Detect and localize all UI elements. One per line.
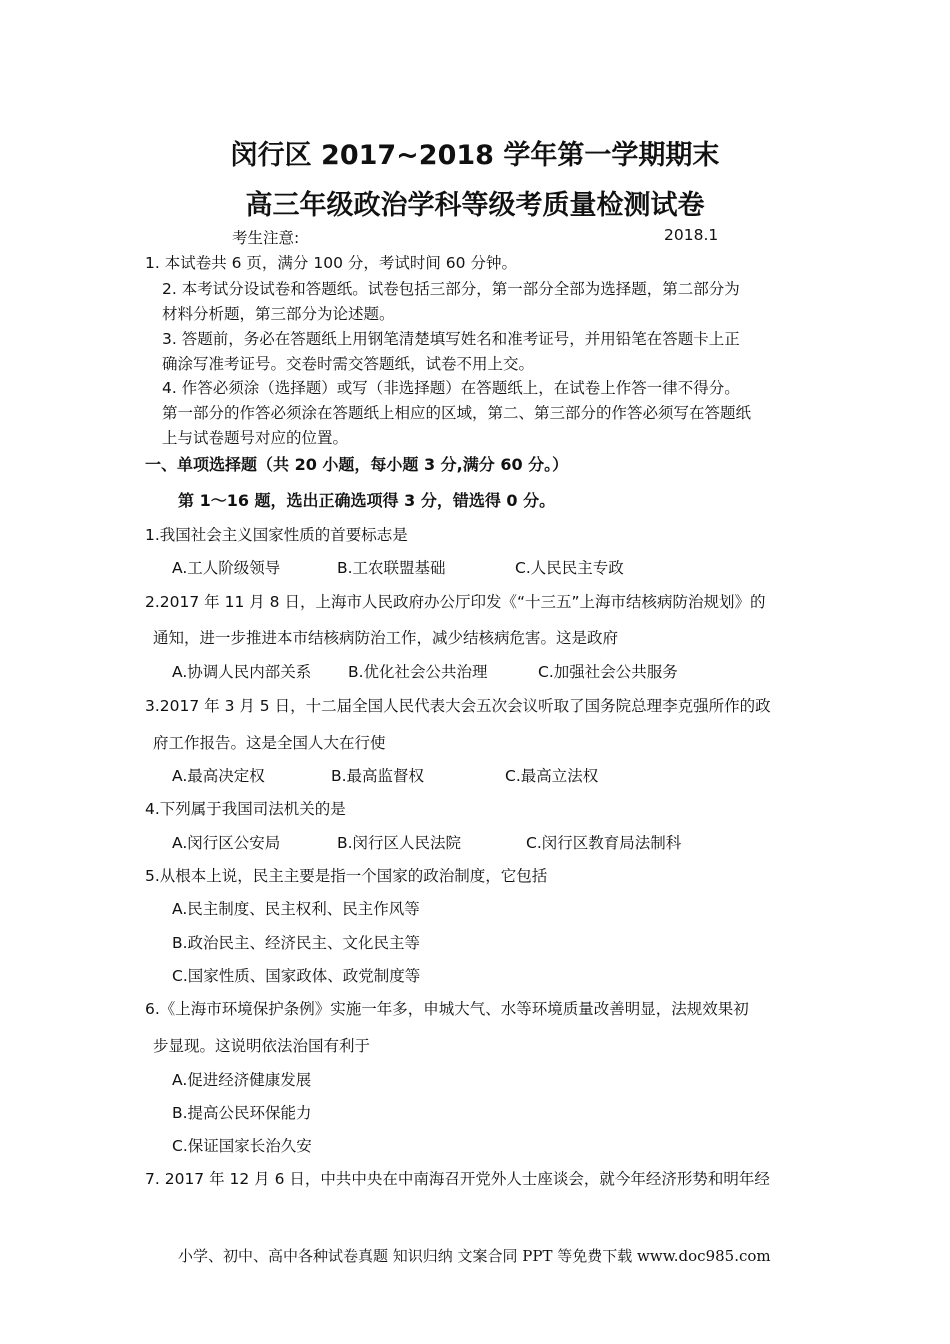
option-a: A.闵行区公安局	[172, 834, 281, 852]
option-a: A.促进经济健康发展	[172, 1071, 312, 1089]
option-a: A.工人阶级领导	[172, 559, 281, 577]
option-b: B.政治民主、经济民主、文化民主等	[172, 934, 421, 952]
option-b: B.优化社会公共治理	[348, 663, 488, 681]
instruction-line: 1. 本试卷共 6 页，满分 100 分，考试时间 60 分钟。	[145, 254, 517, 272]
option-b: B.最高监督权	[331, 767, 425, 785]
page-footer: 小学、初中、高中各种试卷真题 知识归纳 文案合同 PPT 等免费下载 www.doc985.com	[178, 1247, 771, 1265]
option-a: A.民主制度、民主权利、民主作风等	[172, 900, 420, 918]
question-stem: 1.我国社会主义国家性质的首要标志是	[145, 526, 408, 544]
section-subheading: 第 1～16 题，选出正确选项得 3 分，错选得 0 分。	[178, 491, 556, 510]
instruction-line: 3. 答题前，务必在答题纸上用钢笔清楚填写姓名和准考证号，并用铅笔在答题卡上正	[162, 330, 740, 348]
option-b: B.工农联盟基础	[337, 559, 446, 577]
option-c: C.国家性质、国家政体、政党制度等	[172, 967, 421, 985]
instruction-line: 第一部分的作答必须涂在答题纸上相应的区域，第二、第三部分的作答必须写在答题纸	[162, 404, 752, 422]
exam-date: 2018.1	[664, 226, 719, 244]
option-a: A.最高决定权	[172, 767, 265, 785]
instruction-line: 上与试卷题号对应的位置。	[162, 429, 349, 447]
option-b: B.提高公民环保能力	[172, 1104, 312, 1122]
title-line-2: 高三年级政治学科等级考质量检测试卷	[245, 190, 705, 221]
notice-label: 考生注意:	[232, 229, 300, 247]
instruction-line: 2. 本考试分设试卷和答题纸。试卷包括三部分，第一部分全部为选择题，第二部分为	[162, 280, 740, 298]
option-a: A.协调人民内部关系	[172, 663, 312, 681]
question-stem: 4.下列属于我国司法机关的是	[145, 800, 346, 818]
question-stem: 通知，进一步推进本市结核病防治工作，减少结核病危害。这是政府	[153, 629, 619, 647]
instruction-line: 材料分析题，第三部分为论述题。	[162, 305, 395, 323]
option-c: C.保证国家长治久安	[172, 1137, 312, 1155]
instruction-line: 4. 作答必须涂（选择题）或写（非选择题）在答题纸上，在试卷上作答一律不得分。	[162, 379, 740, 397]
question-stem: 7. 2017 年 12 月 6 日，中共中央在中南海召开党外人士座谈会，就今年经济形势和明年经	[145, 1170, 770, 1188]
question-stem: 5.从根本上说，民主主要是指一个国家的政治制度，它包括	[145, 867, 548, 885]
question-stem: 6.《上海市环境保护条例》实施一年多，申城大气、水等环境质量改善明显，法规效果初	[145, 1000, 749, 1018]
option-c: C.闵行区教育局法制科	[526, 834, 682, 852]
title-line-1: 闵行区 2017~2018 学年第一学期期末	[230, 140, 720, 171]
question-stem: 府工作报告。这是全国人大在行使	[153, 734, 386, 752]
question-stem: 2.2017 年 11 月 8 日，上海市人民政府办公厅印发《“十三五”上海市结核病防治规划》的	[145, 593, 766, 611]
option-c: C.最高立法权	[505, 767, 599, 785]
question-stem: 3.2017 年 3 月 5 日，十二届全国人民代表大会五次会议听取了国务院总理李克强所作的政	[145, 697, 771, 715]
section-heading: 一、单项选择题（共 20 小题，每小题 3 分,满分 60 分。）	[145, 455, 569, 474]
option-b: B.闵行区人民法院	[337, 834, 462, 852]
question-stem: 步显现。这说明依法治国有利于	[153, 1037, 371, 1055]
option-c: C.加强社会公共服务	[538, 663, 678, 681]
option-c: C.人民民主专政	[515, 559, 624, 577]
instruction-line: 确涂写准考证号。交卷时需交答题纸，试卷不用上交。	[162, 355, 535, 373]
